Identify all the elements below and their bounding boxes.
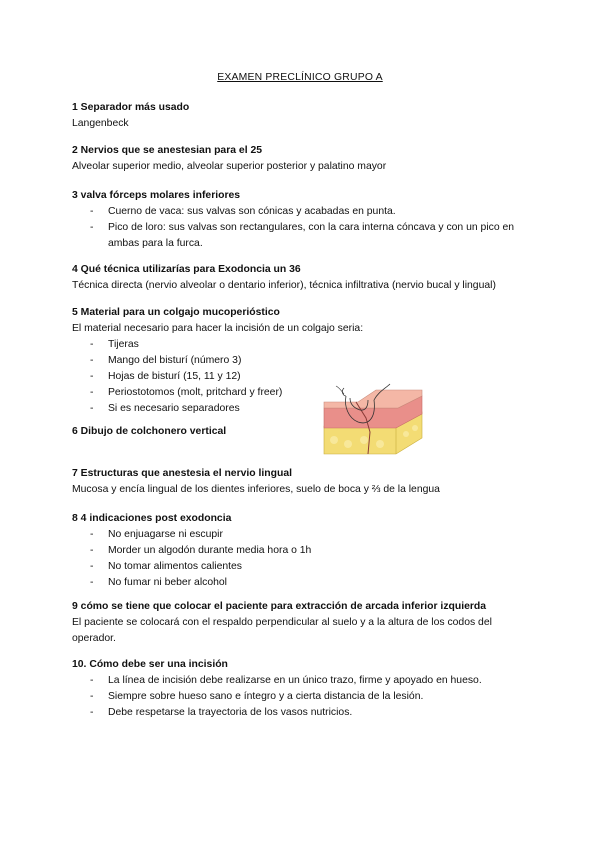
question-10: 10. Cómo debe ser una incisión	[72, 659, 228, 670]
question-8: 8 4 indicaciones post exodoncia	[72, 513, 232, 524]
question-6: 6 Dibujo de colchonero vertical	[72, 426, 227, 437]
section-10-list	[72, 673, 532, 721]
list-item: - Morder un algodón durante media hora o 1h	[72, 543, 532, 559]
document-title: EXAMEN PRECLÍNICO GRUPO A	[217, 72, 383, 83]
question-4: 4 Qué técnica utilizarías para Exodoncia un 36	[72, 264, 301, 275]
list-item: - No enjuagarse ni escupir	[72, 527, 532, 543]
list-item: - Si es necesario separadores	[72, 401, 532, 417]
section-3	[72, 188, 532, 252]
list-item: - Tijeras	[72, 337, 532, 353]
section-4	[72, 262, 532, 294]
answer-4: Técnica directa (nervio alveolar o dentario inferior), técnica infiltrativa (nervio bucal y lingual)	[72, 280, 496, 291]
section-3-list	[72, 204, 532, 252]
section-1	[72, 100, 532, 132]
question-3: 3 valva fórceps molares inferiores	[72, 190, 241, 201]
section-5-list	[72, 337, 532, 417]
list-item: - Pico de loro: sus valvas son rectangulares, con la cara interna cóncava y con un pico en ambas para la furca.	[72, 220, 532, 252]
list-item: - Siempre sobre hueso sano e íntegro y a cierta distancia de la lesión.	[72, 689, 532, 705]
answer-1: Langenbeck	[72, 118, 129, 129]
list-item: - Hojas de bisturí (15, 11 y 12)	[72, 369, 532, 385]
section-6	[72, 424, 532, 440]
list-item: - Periostotomos (molt, pritchard y freer)	[72, 385, 532, 401]
section-2	[72, 143, 532, 175]
section-7	[72, 466, 532, 498]
section-10	[72, 657, 532, 721]
section-8-list	[72, 527, 532, 591]
list-item: - No tomar alimentos calientes	[72, 559, 532, 575]
answer-7: Mucosa y encía lingual de los dientes inferiores, suelo de boca y ⅔ de la lengua	[72, 484, 440, 495]
list-item: - No fumar ni beber alcohol	[72, 575, 532, 591]
section-5	[72, 305, 532, 417]
question-5: 5 Material para un colgajo mucoperióstico	[72, 307, 280, 318]
vertical-mattress-suture-illustration	[318, 382, 426, 456]
list-item: - La línea de incisión debe realizarse en un único trazo, firme y apoyado en hueso.	[72, 673, 532, 689]
list-item: - Cuerno de vaca: sus valvas son cónicas y acabadas en punta.	[72, 204, 532, 220]
answer-2: Alveolar superior medio, alveolar superior posterior y palatino mayor	[72, 161, 387, 172]
list-item: - Mango del bisturí (número 3)	[72, 353, 532, 369]
question-7: 7 Estructuras que anestesia el nervio lingual	[72, 468, 293, 479]
question-1: 1 Separador más usado	[72, 102, 190, 113]
list-item: - Debe respetarse la trayectoria de los vasos nutricios.	[72, 705, 532, 721]
question-2: 2 Nervios que se anestesian para el 25	[72, 145, 263, 156]
answer-9: El paciente se colocará con el respaldo perpendicular al suelo y a la altura de los codos del operador.	[72, 617, 492, 644]
question-9: 9 cómo se tiene que colocar el paciente para extracción de arcada inferior izquierda	[72, 601, 487, 612]
answer-5: El material necesario para hacer la incisión de un colgajo seria:	[72, 323, 364, 334]
section-8	[72, 511, 532, 591]
section-9	[72, 599, 532, 647]
